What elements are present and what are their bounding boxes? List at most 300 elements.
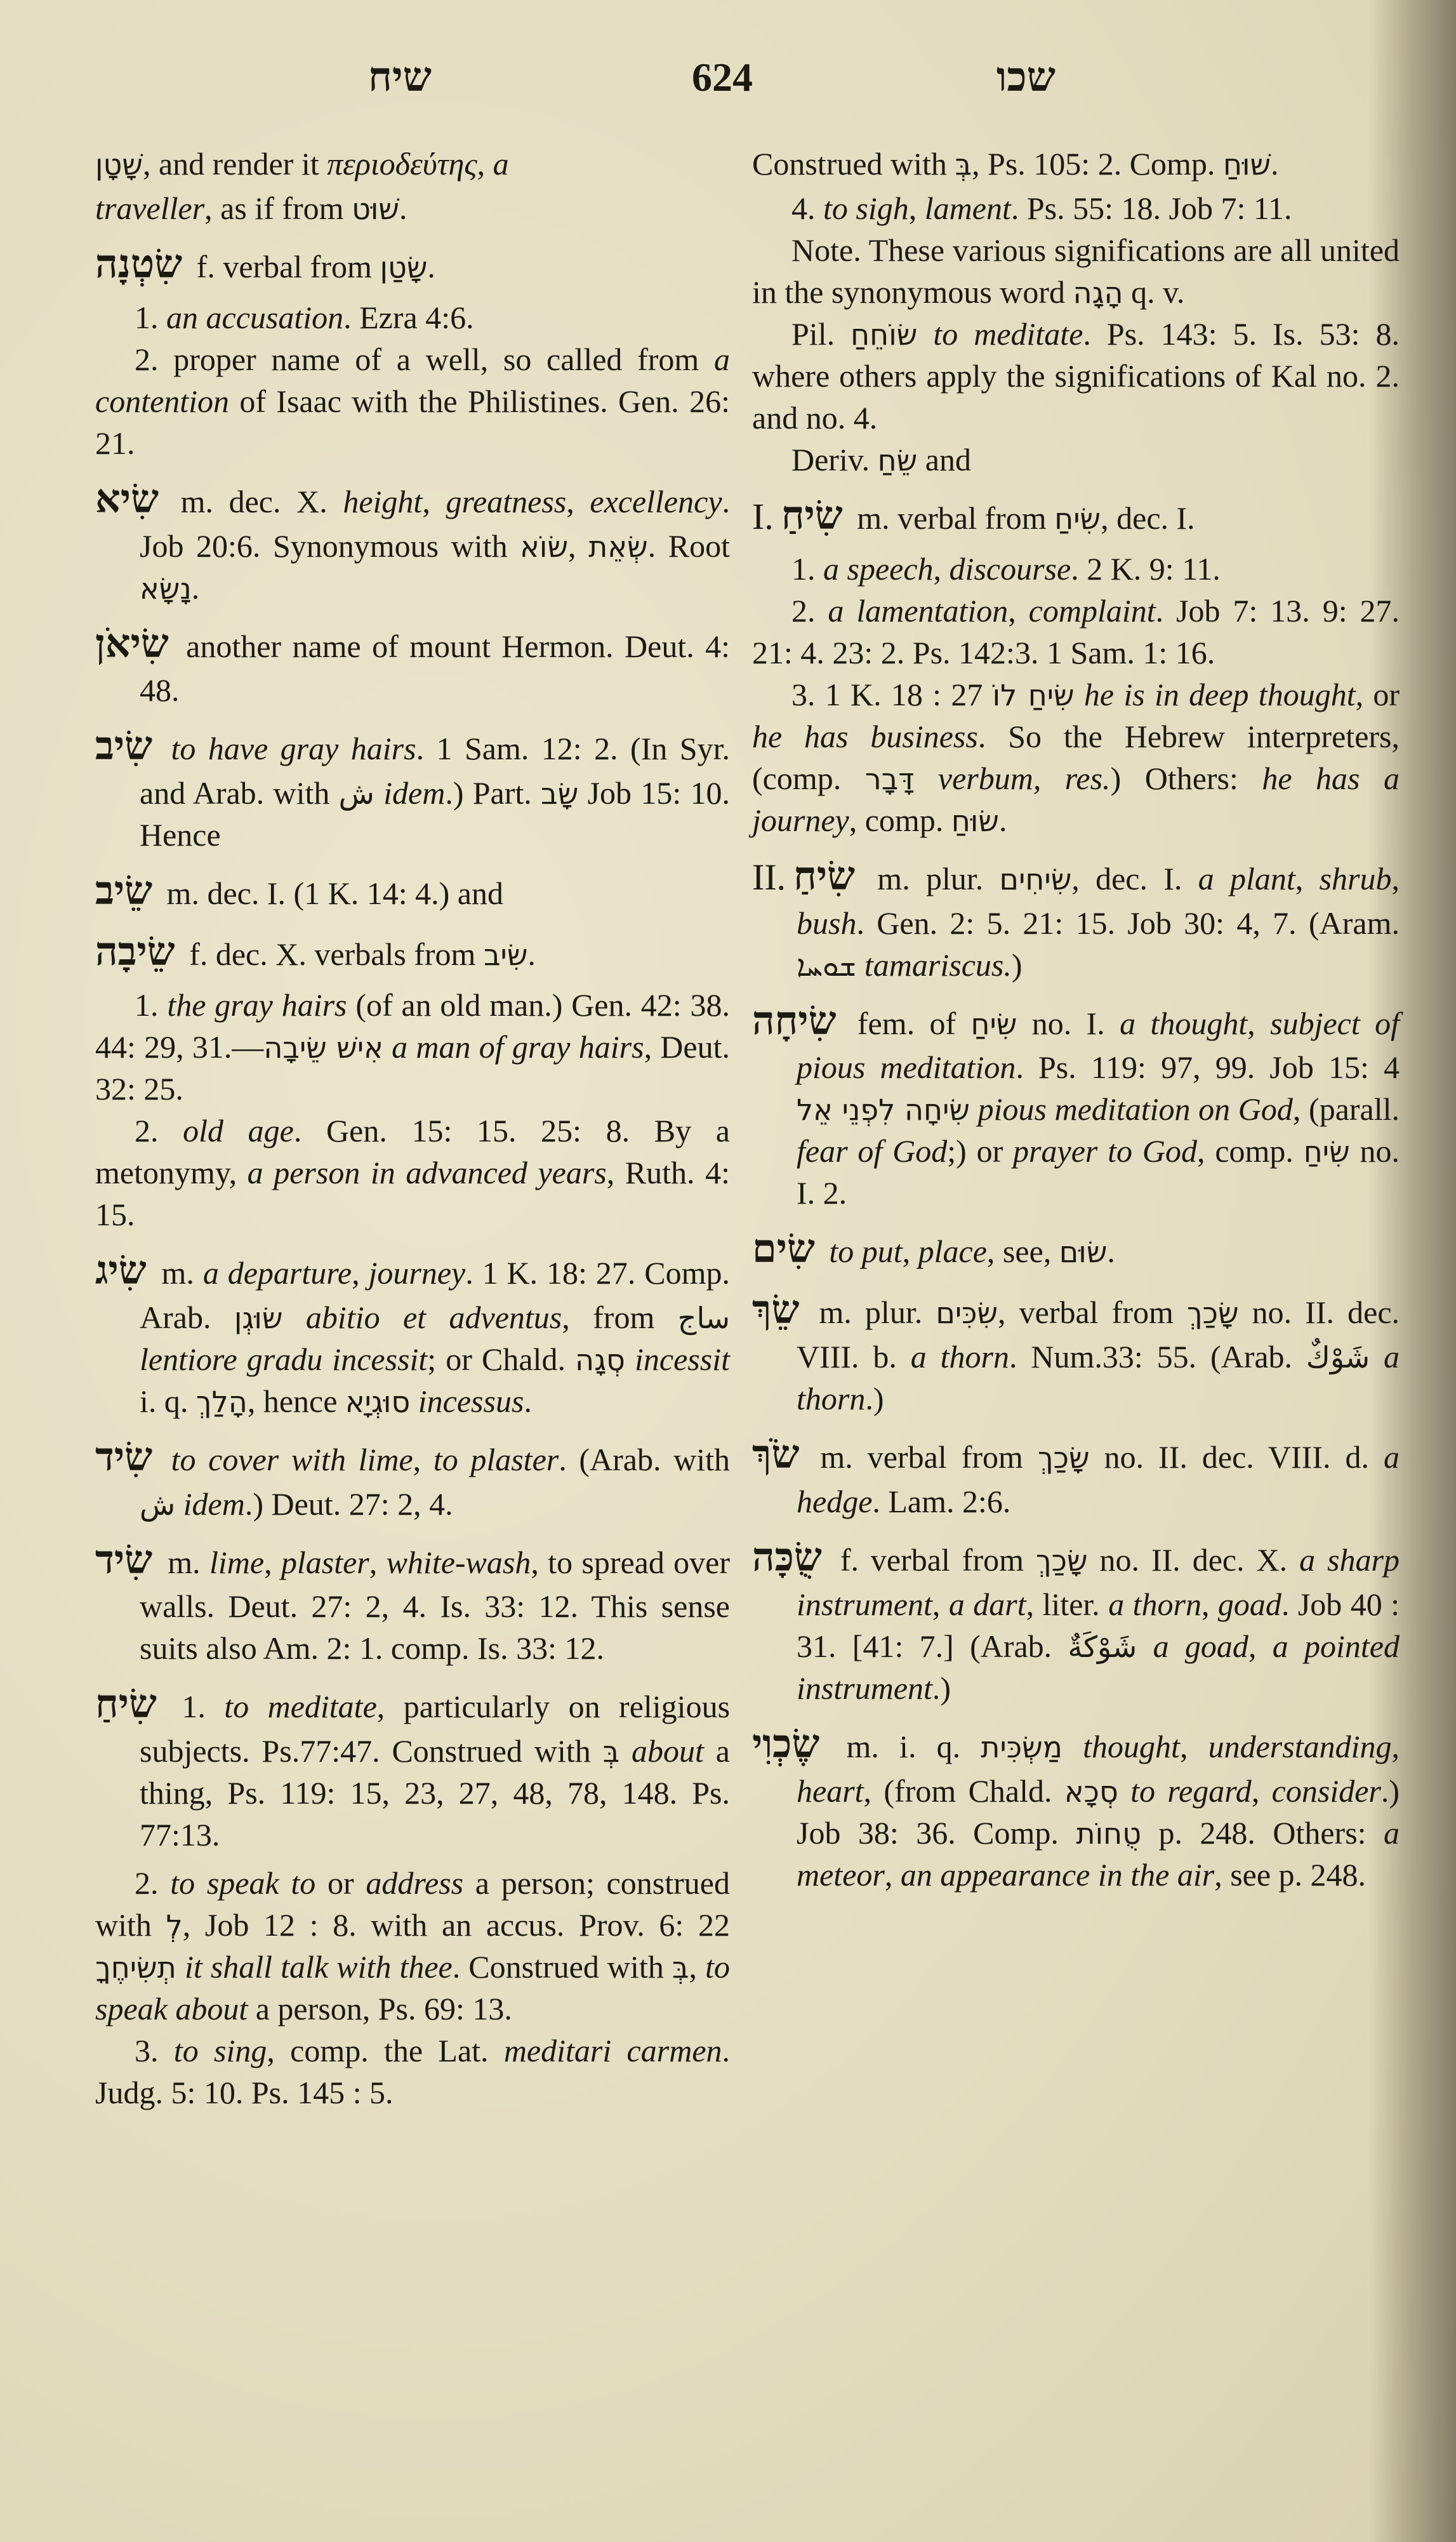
text: , <box>369 1544 387 1580</box>
text: ; or Chald. <box>427 1341 576 1377</box>
text <box>1062 1729 1083 1764</box>
arabic-word: ش <box>140 1487 176 1522</box>
text: , hence <box>247 1383 345 1419</box>
text: Deriv. <box>791 442 878 477</box>
headword: שִׂים <box>752 1225 815 1272</box>
hebrew-word: שִׂיחַ לוֹ <box>992 677 1075 712</box>
text: , <box>1201 1586 1218 1622</box>
text: , <box>1251 1773 1272 1809</box>
text: ) <box>1011 947 1023 983</box>
text <box>856 947 864 983</box>
italic-gloss: lentiore gradu incessit <box>140 1341 428 1377</box>
italic-gloss: to speak to <box>170 1865 316 1901</box>
headword: שִׂיחַ <box>95 1680 157 1727</box>
text <box>1075 677 1084 712</box>
text: , verbal from <box>998 1294 1187 1331</box>
entry-sense <box>752 674 1400 841</box>
headword: שֵׂיבָה <box>95 928 175 975</box>
italic-gloss: abitio et adventus <box>305 1299 562 1335</box>
headword: שִׂיב <box>95 722 153 769</box>
italic-gloss: a <box>493 146 509 182</box>
text: no. I. <box>1017 1005 1120 1041</box>
italic-gloss: to plaster <box>433 1441 559 1477</box>
text <box>283 1300 306 1335</box>
text: m. i. q. <box>846 1728 981 1764</box>
text: . Num.33: 55. (Arab. <box>1009 1339 1306 1375</box>
text: , comp. <box>1197 1133 1304 1169</box>
text <box>1118 1773 1130 1809</box>
hebrew-word: בְּ <box>602 1734 620 1769</box>
italic-gloss: a lamentation <box>828 592 1009 629</box>
text: of Isaac with the Philistines. Gen. 26: 21. <box>95 383 730 461</box>
text: ) Others: <box>1110 760 1262 796</box>
text <box>1370 1339 1384 1374</box>
text: , or <box>1355 676 1400 712</box>
dictionary-entry <box>752 1428 1400 1522</box>
text: f. verbal from <box>840 1541 1036 1578</box>
hebrew-word: שֵׂחַ <box>877 443 918 477</box>
dictionary-entry <box>95 720 730 856</box>
hebrew-word: שָׂכַךְ <box>1037 1441 1090 1475</box>
entry-sense <box>752 439 1400 481</box>
italic-gloss: a dart <box>948 1586 1026 1622</box>
italic-gloss: idem <box>383 775 446 811</box>
text <box>625 1341 635 1377</box>
hebrew-word: סְגָה <box>575 1342 625 1377</box>
italic-gloss: pious meditation on God <box>977 1091 1293 1128</box>
hebrew-word: בְּ <box>672 1950 689 1985</box>
text: .) <box>932 1670 951 1706</box>
italic-gloss: tamariscus. <box>864 947 1012 983</box>
running-head-right-catchword: שכו <box>996 55 1056 100</box>
text: .) Job 38: 36. Comp. <box>797 1773 1400 1851</box>
text: , <box>932 1586 949 1622</box>
hebrew-word: שׂוּחַ <box>951 803 1000 838</box>
homonym-numeral: II. <box>752 856 786 898</box>
text: another name of mount Hermon. Deut. 4: 48. <box>140 628 730 709</box>
italic-gloss: consider <box>1271 1773 1381 1809</box>
text: . (Arab. with <box>559 1441 730 1477</box>
italic-gloss: journey <box>368 1254 466 1291</box>
text: 2. <box>135 1112 183 1148</box>
text: , Job 12 : 8. with an accus. Prov. 6: 22 <box>182 1907 730 1943</box>
text: (of an old man.) Gen. 42: 38. 44: 29, 31.— <box>95 987 731 1065</box>
text: . Ps. 55: 18. Job 7: 11. <box>1010 190 1292 226</box>
hebrew-word: סְכָא <box>1064 1774 1118 1809</box>
italic-gloss: an appearance in the air <box>900 1856 1215 1893</box>
entry-sense <box>95 2030 730 2113</box>
text: , comp. <box>849 802 951 838</box>
dictionary-entry <box>752 1531 1400 1709</box>
text: , <box>422 483 446 519</box>
text: f. verbal from <box>196 249 380 284</box>
dictionary-entry <box>95 926 730 978</box>
text: , <box>689 1949 706 1985</box>
text: . 2 K. 9: 11. <box>1071 550 1221 587</box>
text <box>176 1949 185 1985</box>
hebrew-word: לְ <box>166 1908 183 1943</box>
text <box>1137 1628 1153 1664</box>
text: , from <box>562 1299 678 1335</box>
text: Note. These various significations are all united in the synonymous word <box>752 232 1400 310</box>
hebrew-word: מַשְׂכִּית <box>981 1729 1062 1764</box>
italic-gloss: a pointed instrument <box>797 1628 1400 1706</box>
italic-gloss: complaint <box>1028 592 1156 629</box>
text: , <box>933 550 950 587</box>
italic-gloss: an accusation <box>166 299 344 335</box>
text: , <box>566 483 590 519</box>
text: 2. proper name of a well, so called from <box>135 341 714 377</box>
italic-gloss: to speak about <box>95 1949 731 2027</box>
right-column <box>752 143 1400 1902</box>
text: , see p. 248. <box>1214 1856 1367 1893</box>
italic-gloss: a thorn <box>797 1339 1400 1417</box>
text: 1. <box>182 1689 225 1725</box>
page-number: 624 <box>692 55 753 100</box>
text: , dec. I. <box>1071 860 1198 896</box>
text <box>917 316 933 352</box>
italic-gloss: plaster <box>281 1544 369 1580</box>
text <box>970 1091 978 1127</box>
text: , <box>884 1856 901 1893</box>
text: , <box>568 528 589 564</box>
dictionary-entry <box>95 865 730 917</box>
italic-gloss: a sharp instrument <box>797 1541 1400 1622</box>
left-column <box>95 143 730 2113</box>
italic-gloss: thought <box>1083 1728 1180 1764</box>
text: , <box>1248 1628 1273 1664</box>
italic-gloss: place <box>918 1234 987 1270</box>
headword: שֻׂכָּה <box>752 1533 822 1580</box>
continuation-text <box>95 187 730 229</box>
text: . <box>999 802 1007 838</box>
text: Job 15: 10. Hence <box>140 775 731 853</box>
text: p. 248. Others: <box>1141 1814 1384 1851</box>
italic-gloss: verbum, res. <box>937 760 1111 796</box>
italic-gloss: a plant <box>1198 860 1295 896</box>
italic-gloss: a departure <box>202 1254 352 1291</box>
text: i. q. <box>140 1383 196 1419</box>
text: , <box>264 1544 281 1580</box>
continuation-text <box>95 143 730 185</box>
text: no. I. 2. <box>797 1133 1400 1211</box>
text: m. plur. <box>877 860 1000 896</box>
italic-gloss: a speech <box>823 550 934 587</box>
italic-gloss: height <box>343 483 423 519</box>
text: . <box>191 569 200 606</box>
italic-gloss: meditari carmen <box>503 2033 722 2069</box>
text: Pil. <box>791 316 851 352</box>
text: , (parall. <box>1292 1091 1400 1128</box>
dictionary-entry <box>95 618 730 712</box>
italic-gloss: greatness <box>446 483 567 519</box>
text: 3. 1 K. 18 : 27 <box>791 676 993 712</box>
italic-gloss: a goad <box>1153 1628 1248 1664</box>
text: fem. of <box>857 1005 971 1041</box>
text: . <box>427 249 435 284</box>
hebrew-word: שָׂטַן <box>380 250 428 284</box>
text: f. dec. X. verbals from <box>189 936 484 973</box>
headword: שֶׂכְוִי <box>752 1720 820 1767</box>
text: , particularly on religious subjects. Ps.77:47. Construed with <box>140 1689 731 1769</box>
italic-gloss: discourse <box>949 550 1071 587</box>
italic-gloss: prayer to God <box>1013 1133 1197 1169</box>
text: , <box>902 1234 918 1270</box>
text: , to spread over walls. Deut. 27: 2, 4. Is. 33: 12. This sense suits also Am. 2: 1. comp. Is. 33: 12. <box>140 1544 730 1667</box>
text: . 1 K. 18: 27. Comp. Arab. <box>140 1254 730 1335</box>
italic-gloss: lime <box>209 1544 265 1580</box>
italic-gloss: a person in advanced years <box>247 1154 607 1190</box>
headword: שִׂיד <box>95 1536 152 1583</box>
hebrew-word: שׂוּגְן <box>234 1300 283 1335</box>
text <box>383 1029 392 1065</box>
italic-gloss: he has business <box>752 718 978 754</box>
text: no. II. dec. X. <box>1087 1541 1300 1578</box>
entry-sense <box>752 548 1400 590</box>
dictionary-entry <box>752 995 1400 1214</box>
text: . Root <box>647 528 731 564</box>
hebrew-word: שׂוֹחֵחַ <box>850 317 918 352</box>
italic-gloss: a man of gray hairs <box>392 1028 644 1065</box>
headword: שֵׂיב <box>95 867 153 914</box>
italic-gloss: it shall talk with thee <box>184 1949 453 1985</box>
italic-gloss: the gray hairs <box>167 987 347 1023</box>
text <box>175 1486 183 1522</box>
dictionary-entry <box>95 1431 730 1525</box>
text: m. plur. <box>819 1294 936 1331</box>
text: . Job 7: 13. 9: 27. 21: 4. 23: 2. Ps. 142:3. 1 Sam. 1: 16. <box>752 592 1400 670</box>
text: , (from Chald. <box>863 1773 1064 1809</box>
italic-gloss: he has a journey <box>752 760 1400 838</box>
hebrew-word: נָשָׂא <box>140 571 192 606</box>
text: .) <box>865 1381 884 1417</box>
text: , as if from <box>204 190 352 226</box>
dictionary-entry <box>95 473 730 609</box>
italic-gloss: a thorn <box>910 1339 1009 1375</box>
dictionary-entry <box>95 1678 730 1856</box>
text: . Gen. 15: 15. 25: 8. By a metonymy, <box>95 1112 730 1190</box>
hebrew-word: סוּגְיָא <box>345 1384 411 1419</box>
text: , <box>413 1441 433 1477</box>
text: 1. <box>791 550 823 587</box>
text: . <box>524 1383 532 1419</box>
text: , Ruth. 4: 15. <box>95 1154 730 1232</box>
text: . Job 40 : 31. [41: 7.] (Arab. <box>797 1586 1400 1664</box>
headword: שִׂיחָה <box>752 997 837 1044</box>
hebrew-word: שָׂב <box>541 776 579 811</box>
entry-sense <box>752 313 1400 439</box>
entry-sense <box>95 338 730 464</box>
dictionary-entry <box>752 1284 1400 1420</box>
text: , and render it <box>142 146 328 182</box>
italic-gloss: a meteor <box>797 1814 1400 1893</box>
text: no. II. dec. VIII. d. <box>1089 1439 1384 1475</box>
text: m. verbal from <box>857 500 1055 536</box>
text: a person; construed with <box>95 1865 730 1943</box>
entry-sense <box>752 229 1400 313</box>
hebrew-word: טֻחוֹת <box>1076 1816 1142 1851</box>
text: . <box>1271 146 1279 182</box>
hebrew-word: בְּ <box>955 147 972 182</box>
hebrew-word: תְשִׂיחֶךָ <box>95 1950 176 1985</box>
dictionary-entry <box>752 1223 1400 1275</box>
hebrew-word: שִׂיחִים <box>999 862 1072 896</box>
hebrew-word: שׁוּחַ <box>1222 147 1271 182</box>
italic-gloss: goad <box>1217 1586 1281 1622</box>
headword: שִׂיד <box>95 1433 152 1480</box>
text: . Gen. 2: 5. 21: 15. Job 30: 4, 7. (Aram. <box>856 905 1400 941</box>
text: . <box>527 936 536 973</box>
italic-gloss: lament <box>924 190 1011 226</box>
text: , <box>1295 860 1320 896</box>
entry-sense <box>752 187 1400 229</box>
entry-sense <box>95 296 730 338</box>
italic-gloss: to cover with lime <box>171 1441 413 1477</box>
headword: שִׂיחַ <box>781 492 843 538</box>
text: , Deut. 32: 25. <box>95 1028 730 1107</box>
headword: שִׂיאֹן <box>95 620 169 667</box>
italic-gloss: a hedge <box>797 1439 1400 1519</box>
text: m. <box>161 1254 203 1291</box>
text <box>410 1383 418 1419</box>
italic-gloss: subject of pious meditation <box>797 1005 1400 1086</box>
dictionary-entry <box>95 238 730 290</box>
text: . Judg. 5: 10. Ps. 145 : 5. <box>95 2033 731 2111</box>
text: 1. <box>135 987 168 1023</box>
text: no. II. dec. VIII. b. <box>797 1294 1400 1375</box>
text: , <box>1391 1728 1400 1764</box>
italic-gloss: he is in deep thought <box>1083 676 1356 712</box>
homonym-numeral: I. <box>752 496 774 537</box>
text: .) Part. <box>445 775 541 811</box>
text <box>374 775 383 811</box>
italic-gloss: understanding <box>1208 1728 1392 1764</box>
text: a thing, Ps. 119: 15, 23, 27, 48, 78, 148. Ps. 77:13. <box>140 1733 730 1853</box>
text: 3. <box>135 2033 174 2069</box>
text: , <box>1008 592 1029 629</box>
text: . <box>1107 1234 1115 1270</box>
dictionary-entry <box>752 489 1400 542</box>
text: , <box>1391 860 1400 896</box>
headword: שִׂיג <box>95 1246 147 1293</box>
hebrew-word: שׂוּם <box>1059 1235 1108 1270</box>
italic-gloss: fear of God <box>797 1133 948 1169</box>
italic-gloss: to put <box>829 1234 903 1270</box>
text: m. dec. I. (1 K. 14: 4.) and <box>166 875 503 912</box>
italic-gloss: incessus <box>418 1383 524 1419</box>
italic-gloss: address <box>366 1865 464 1901</box>
text: , see, <box>986 1234 1059 1270</box>
text: a person, Ps. 69: 13. <box>248 1991 512 2027</box>
italic-gloss: about <box>632 1733 704 1769</box>
hebrew-word: שְׂאֵת <box>588 529 648 564</box>
text: 4. <box>791 190 823 226</box>
text: , <box>352 1254 369 1291</box>
entry-sense <box>95 1110 730 1235</box>
text: q. v. <box>1123 274 1185 310</box>
running-head <box>0 54 1456 111</box>
headword: שֵׂךְ <box>752 1286 800 1333</box>
text: , Ps. 105: 2. Comp. <box>972 146 1223 182</box>
hebrew-word: שִׂיחַ <box>1054 502 1101 536</box>
text: or <box>315 1865 366 1901</box>
continuation-text <box>752 143 1400 185</box>
text: Construed with <box>752 146 955 182</box>
text: 1. <box>135 299 166 335</box>
italic-gloss: to sing <box>173 2033 267 2069</box>
dictionary-entry <box>752 850 1400 986</box>
text: m. verbal from <box>820 1439 1038 1475</box>
arabic-word: ܫܘܚܐ <box>797 948 857 983</box>
italic-gloss: to meditate <box>224 1689 377 1725</box>
dictionary-entry <box>95 1534 730 1670</box>
entry-sense <box>95 1862 730 2030</box>
hebrew-word: שִׂכִּים <box>936 1296 998 1331</box>
text: . Lam. 2:6. <box>872 1483 1011 1519</box>
arabic-word: شَوْكٌ <box>1306 1340 1370 1375</box>
arabic-word: ساج <box>677 1300 731 1335</box>
italic-gloss: old age <box>183 1112 294 1148</box>
italic-gloss: traveller <box>95 190 205 226</box>
text: . Ps. 119: 97, 99. Job 15: 4 <box>1016 1049 1400 1086</box>
hebrew-word: דָּבָר <box>864 761 915 796</box>
dictionary-entry <box>752 1718 1400 1896</box>
headword: שֹׂךְ <box>752 1431 800 1478</box>
headword: שִׂיחַ <box>793 852 855 899</box>
text: . Job 20:6. Synonymous with <box>140 483 731 564</box>
hebrew-word: שׁוּט <box>352 192 400 226</box>
text: , dec. I. <box>1101 500 1195 536</box>
text: 2. <box>135 1865 171 1901</box>
text: . Ezra 4:6. <box>343 299 474 335</box>
text: , <box>908 190 925 226</box>
hebrew-word: אִישׁ שֵׂיבָה <box>263 1030 383 1065</box>
headword: שִׂטְנָה <box>95 241 183 287</box>
text <box>914 761 937 796</box>
hebrew-word: שִׂיחַ <box>970 1006 1017 1041</box>
hebrew-word: שָׂכַךְ <box>1035 1543 1088 1578</box>
arabic-word: ش <box>338 776 374 811</box>
italic-gloss: heart <box>797 1773 864 1809</box>
text: 2. <box>791 592 828 629</box>
text: , <box>1179 1728 1208 1764</box>
hebrew-word: שׂוֹא <box>520 529 569 564</box>
italic-gloss: excellency <box>590 483 722 519</box>
hebrew-word: הָלַךְ <box>195 1384 248 1419</box>
italic-gloss: to regard <box>1130 1773 1252 1809</box>
entry-sense <box>95 984 730 1110</box>
italic-gloss: incessit <box>635 1341 730 1377</box>
text: , <box>1247 1005 1271 1041</box>
italic-gloss: a contention <box>95 341 730 419</box>
italic-gloss: bush <box>797 905 857 941</box>
hebrew-word: שִׂיחָה לִפְנֵי אֵל <box>797 1093 970 1128</box>
text: , liter. <box>1026 1586 1109 1622</box>
text: . 1 Sam. 12: 2. (In Syr. and Arab. with <box>140 731 730 811</box>
italic-gloss: to have gray hairs <box>171 731 416 767</box>
italic-gloss: shrub <box>1319 860 1392 896</box>
hebrew-word: שָׁטָן <box>95 147 143 182</box>
italic-gloss: idem <box>183 1486 245 1522</box>
running-head-left-catchword: שיח <box>368 55 432 100</box>
greek-word: περιοδεύτης <box>327 146 477 182</box>
italic-gloss: a thought <box>1120 1005 1248 1041</box>
text: m. dec. X. <box>180 483 343 519</box>
dictionary-entry <box>95 1244 730 1422</box>
italic-gloss: to sigh <box>823 190 909 226</box>
text <box>619 1733 632 1769</box>
entry-sense <box>752 590 1400 674</box>
